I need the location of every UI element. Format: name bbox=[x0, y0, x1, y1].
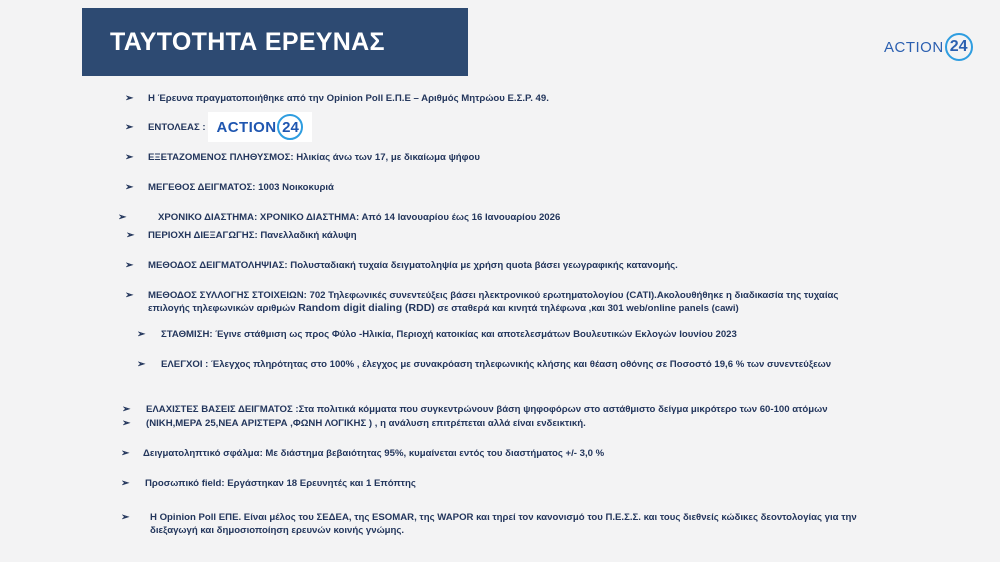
page-title: ΤΑΥΤΟΤΗΤΑ ΕΡΕΥΝΑΣ bbox=[110, 27, 385, 56]
membership-text-line2: διεξαγωγή και δημοσιοποίηση ερευνών κοινής γνώμης. bbox=[150, 525, 405, 536]
arrow-bullet-icon: ➢ bbox=[125, 182, 134, 193]
arrow-bullet-icon: ➢ bbox=[122, 404, 131, 415]
arrow-bullet-icon: ➢ bbox=[126, 230, 135, 241]
client-label: ΕΝΤΟΛΕΑΣ : bbox=[148, 122, 206, 133]
client-logo-number-circle bbox=[277, 114, 303, 140]
collection-text-rdd: Random digit dialing (RDD) bbox=[298, 302, 435, 314]
client-logo-number: 24 bbox=[282, 118, 299, 136]
arrow-bullet-icon: ➢ bbox=[118, 212, 127, 223]
arrow-bullet-icon: ➢ bbox=[125, 122, 134, 133]
action24-logo bbox=[884, 32, 973, 62]
arrow-bullet-icon: ➢ bbox=[137, 329, 146, 340]
population-text: ΕΞΕΤΑΖΟΜΕΝΟΣ ΠΛΗΘΥΣΜΟΣ: Ηλικίας άνω των 17, με δικαίωμα ψήφου bbox=[148, 152, 480, 163]
title-banner bbox=[82, 8, 468, 76]
sampling-text: ΜΕΘΟΔΟΣ ΔΕΙΓΜΑΤΟΛΗΨΙΑΣ: Πολυσταδιακή τυχαία δειγματοληψία με χρήση quota βάσει γεωγραφικής κατανομής. bbox=[148, 260, 678, 271]
list-item-membership-line2 bbox=[150, 525, 404, 537]
arrow-bullet-icon: ➢ bbox=[122, 418, 131, 429]
collection-text-line2a: επιλογής τηλεφωνικών αριθμών bbox=[148, 303, 299, 314]
weighting-text: ΣΤΑΘΜΙΣΗ: Έγινε στάθμιση ως προς Φύλο -Ηλικία, Περιοχή κατοικίας και αποτελεσμάτων Βουλευτικών Εκλογών Ιουνίου 2023 bbox=[161, 329, 737, 340]
arrow-bullet-icon: ➢ bbox=[121, 478, 130, 489]
arrow-bullet-icon: ➢ bbox=[121, 448, 130, 459]
arrow-bullet-icon: ➢ bbox=[125, 93, 134, 104]
arrow-bullet-icon: ➢ bbox=[125, 290, 134, 301]
arrow-bullet-icon: ➢ bbox=[121, 512, 130, 523]
list-item-collection-line2 bbox=[148, 302, 739, 315]
logo-word: ACTION bbox=[884, 38, 944, 56]
research-text: Η Έρευνα πραγματοποιήθηκε από την Opinion Poll Ε.Π.Ε – Αριθμός Μητρώου Ε.Σ.Ρ. 49. bbox=[148, 93, 549, 104]
error-text: Δειγματοληπτικό σφάλμα: Με διάστημα βεβαιότητας 95%, κυμαίνεται εντός του διαστήματος +/- 3,0 % bbox=[143, 448, 605, 459]
client-logo-word: ACTION bbox=[216, 118, 277, 136]
collection-text-line2c: σε σταθερά και κινητά τηλέφωνα ,και 301 web/online panels (cawi) bbox=[434, 303, 739, 314]
min-base-text-line1: ΕΛΑΧΙΣΤΕΣ ΒΑΣΕΙΣ ΔΕΙΓΜΑΤΟΣ :Στα πολιτικά κόμματα που συγκεντρώνουν βάση ψηφοφόρων στο αστάθμιστο δείγμα μικρότερο των 60-100 ατόμων bbox=[146, 404, 828, 415]
time-period-text: ΧΡΟΝΙΚΟ ΔΙΑΣΤΗΜΑ: ΧΡΟΝΙΚΟ ΔΙΑΣΤΗΜΑ: Από 14 Ιανουαρίου έως 16 Ιανουαρίου 2026 bbox=[158, 212, 561, 223]
logo-number: 24 bbox=[949, 38, 968, 55]
collection-text-line1: ΜΕΘΟΔΟΣ ΣΥΛΛΟΓΗΣ ΣΤΟΙΧΕΙΩΝ: 702 Τηλεφωνικές συνεντεύξεις βάσει ηλεκτρονικού ερωτηματολογίου (CATI).Ακολουθήθηκε η διαδικασία της τυχαίας bbox=[148, 290, 839, 301]
checks-text: ΕΛΕΓΧΟΙ : Έλεγχος πληρότητας στο 100% , έλεγχος με συνακρόαση τηλεφωνικής κλήσης και θέαση οθόνης σε Ποσοστό 19,6 % των συνεντεύξεων bbox=[161, 359, 832, 370]
arrow-bullet-icon: ➢ bbox=[137, 359, 146, 370]
sample-size-text: ΜΕΓΕΘΟΣ ΔΕΙΓΜΑΤΟΣ: 1003 Νοικοκυριά bbox=[148, 182, 334, 193]
min-base-text-line2: (ΝΙΚΗ,ΜΕΡΑ 25,ΝΕΑ ΑΡΙΣΤΕΡΑ ,ΦΩΝΗ ΛΟΓΙΚΗΣ ) , η ανάλυση επιτρέπεται αλλά είναι ενδεικτική. bbox=[146, 418, 586, 429]
arrow-bullet-icon: ➢ bbox=[125, 152, 134, 163]
staff-text: Προσωπικό field: Εργάστηκαν 18 Ερευνητές και 1 Επόπτης bbox=[145, 478, 416, 489]
client-logo bbox=[208, 112, 312, 142]
area-text: ΠΕΡΙΟΧΗ ΔΙΕΞΑΓΩΓΗΣ: Πανελλαδική κάλυψη bbox=[148, 230, 357, 241]
logo-number-circle bbox=[945, 33, 973, 61]
membership-text-line1: Η Opinion Poll ΕΠΕ. Είναι μέλος του ΣΕΔΕΑ, της ESOMAR, της WAPOR και τηρεί τον κανονισμό του Π.Ε.Σ.Σ. και τους διεθνείς κώδικες δεοντολογίας για την bbox=[150, 512, 857, 523]
arrow-bullet-icon: ➢ bbox=[125, 260, 134, 271]
